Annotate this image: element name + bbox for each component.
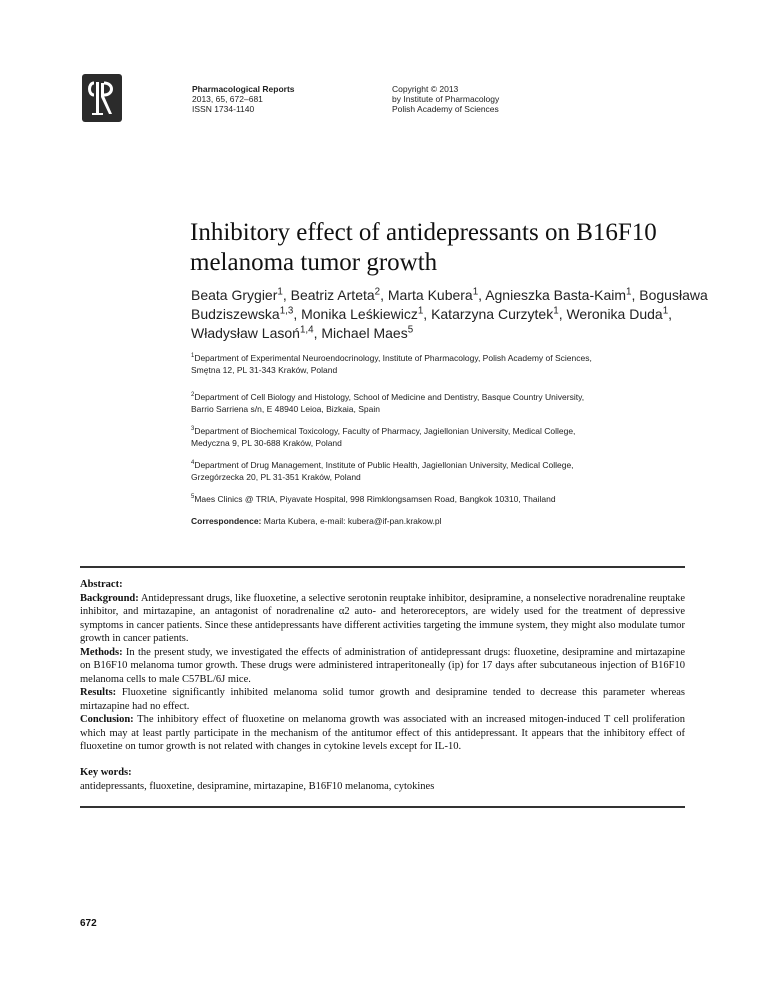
author-name: Michael Maes <box>321 325 408 341</box>
journal-logo <box>82 74 122 122</box>
affiliation-number: 2 <box>191 392 195 399</box>
results-text: Fluoxetine significantly inhibited melanoma solid tumor growth and desipramine tended to decrease this parameter whereas mirtazapine had no effect. <box>80 687 686 712</box>
author-name: Beatriz Arteta <box>290 287 375 303</box>
author-affiliation: 2 <box>374 286 381 298</box>
author-affiliation: 5 <box>407 324 414 336</box>
author-name: Beata Grygier <box>191 287 278 303</box>
abstract-background <box>80 592 685 646</box>
correspondence-text: Marta Kubera, e-mail: kubera@if-pan.krakow.pl <box>263 516 442 526</box>
author <box>191 287 283 303</box>
affiliation-address: Barrio Sarriena s/n, E 48940 Leioa, Bizkaia, Spain <box>191 404 381 414</box>
author-name: Monika Leśkiewicz <box>301 306 418 322</box>
conclusion-text: The inhibitory effect of fluoxetine on melanoma growth was associated with an increased mitogen-induced T cell proliferation which may at least partly participate in the mechanism of the antitumor effect of this antidepressant. It appears that the inhibitory effect of fluoxetine on tumor growth is not related with changes in cytokine levels except for IL-10. <box>80 714 686 752</box>
author-affiliation: 1,4 <box>299 324 314 336</box>
affiliation-number: 3 <box>191 426 195 433</box>
conclusion-label: Conclusion: <box>80 714 134 725</box>
affiliation-2 <box>191 391 671 415</box>
affiliation-address: Medyczna 9, PL 30-688 Kraków, Poland <box>191 438 342 448</box>
publisher-line-1: by Institute of Pharmacology <box>392 94 500 104</box>
bottom-divider <box>80 806 685 808</box>
journal-name: Pharmacological Reports <box>192 84 295 94</box>
affiliation-text: Department of Biochemical Toxicology, Faculty of Pharmacy, Jagiellonian University, Medical College, <box>194 426 576 436</box>
author-name: Agnieszka Basta-Kaim <box>485 287 627 303</box>
affiliation-1 <box>191 352 671 376</box>
author-affiliation: 1 <box>277 286 283 298</box>
author <box>191 325 314 341</box>
author-name: Władysław Lasoń <box>191 325 300 341</box>
affiliation-text: Department of Drug Management, Institute of Public Health, Jagiellonian University, Medical College, <box>194 460 574 470</box>
affiliation-text: Maes Clinics @ TRIA, Piyavate Hospital, 998 Rimklongsamsen Road, Bangkok 10310, Thailand <box>194 494 556 504</box>
author <box>566 306 668 322</box>
affiliation-5 <box>191 493 671 505</box>
author-name: Katarzyna Curzytek <box>431 306 554 322</box>
author <box>301 306 423 322</box>
publisher-line-2: Polish Academy of Sciences <box>392 104 499 114</box>
author-affiliation: 1 <box>662 305 669 317</box>
author-affiliation: 1 <box>626 286 632 298</box>
keywords-label: Key words: <box>80 767 132 778</box>
affiliation-address: Grzegórzecka 20, PL 31-351 Kraków, Poland <box>191 472 361 482</box>
affiliation-number: 4 <box>191 460 195 467</box>
affiliation-3 <box>191 425 671 449</box>
background-text: Antidepressant drugs, like fluoxetine, a selective serotonin reuptake inhibitor, desipramine, a nonselective noradrenaline reuptake inhibitor, and mirtazapine, an antagonist of noradrenaline α2 auto- and heteroreceptors, are widely used for the treatment of depressive symptoms in cancer patients. Since these antidepressants have different activities targeting the immune system, they might also modulate tumor growth in cancer patients. <box>80 592 686 644</box>
abstract-results <box>80 686 685 713</box>
affiliation-number: 5 <box>191 494 195 501</box>
keywords-text: antidepressants, fluoxetine, desipramine, mirtazapine, B16F10 melanoma, cytokines <box>80 780 435 792</box>
author <box>388 287 478 303</box>
correspondence <box>191 516 442 526</box>
page-number: 672 <box>80 918 97 929</box>
methods-label: Methods: <box>80 646 123 658</box>
journal-issn: ISSN 1734-1140 <box>192 104 255 114</box>
affiliation-text: Department of Cell Biology and Histology, School of Medicine and Dentistry, Basque Country University, <box>194 392 585 402</box>
abstract <box>80 578 685 754</box>
author <box>485 287 631 303</box>
author <box>431 306 559 322</box>
abstract-conclusion <box>80 713 685 754</box>
journal-citation: 2013, 65, 672–681 <box>192 94 263 104</box>
author <box>321 325 413 341</box>
affiliation-text: Department of Experimental Neuroendocrinology, Institute of Pharmacology, Polish Academy of Sciences, <box>194 353 592 363</box>
correspondence-label: Correspondence: <box>191 516 262 526</box>
affiliation-number: 1 <box>191 353 195 360</box>
author-affiliation: 1 <box>472 286 479 298</box>
affiliation-4 <box>191 459 671 483</box>
results-label: Results: <box>80 687 117 698</box>
author-name: Marta Kubera <box>387 287 473 303</box>
author-affiliation: 1 <box>553 305 559 317</box>
methods-text: In the present study, we investigated the effects of administration of antidepressant drugs: fluoxetine, desipramine and mirtazapine on B16F10 melanoma tumor growth. These drugs were administered intraperitoneally (ip) for 17 days after subcutaneous injection of B16F10 melanoma cells to male C57BL/6J mice. <box>80 646 685 685</box>
author-name: Weronika Duda <box>566 306 663 322</box>
author-affiliation: 1 <box>417 305 424 317</box>
journal-info <box>192 84 295 114</box>
abstract-methods <box>80 646 685 687</box>
article-title: Inhibitory effect of antidepressants on B16F10 melanoma tumor growth <box>190 219 657 276</box>
author-list: Beata Grygier$^1$, Beatriz Arteta$^2$, Marta Kubera$^1$, Agnieszka Basta-Kaim$^1$, Bogusława Budziszewska$^{1,3}$, Monika Leśkiewicz$^1$, Katarzyna Curzytek$^1$, Weronika Duda$^1$, Władysław Lasoń$^{1,4}$, Michael Maes$^5$ <box>191 286 708 341</box>
abstract-heading: Abstract: <box>80 579 123 590</box>
copyright-info <box>392 84 499 114</box>
keywords <box>80 766 685 793</box>
author <box>291 287 381 303</box>
copyright-line: Copyright © 2013 <box>392 84 459 94</box>
author-name: Bogusława Budziszewska <box>191 287 708 322</box>
top-divider <box>80 566 685 568</box>
affiliation-address: Smętna 12, PL 31-343 Kraków, Poland <box>191 365 338 375</box>
background-label: Background: <box>80 592 139 604</box>
author-affiliation: 1,3 <box>279 305 294 317</box>
